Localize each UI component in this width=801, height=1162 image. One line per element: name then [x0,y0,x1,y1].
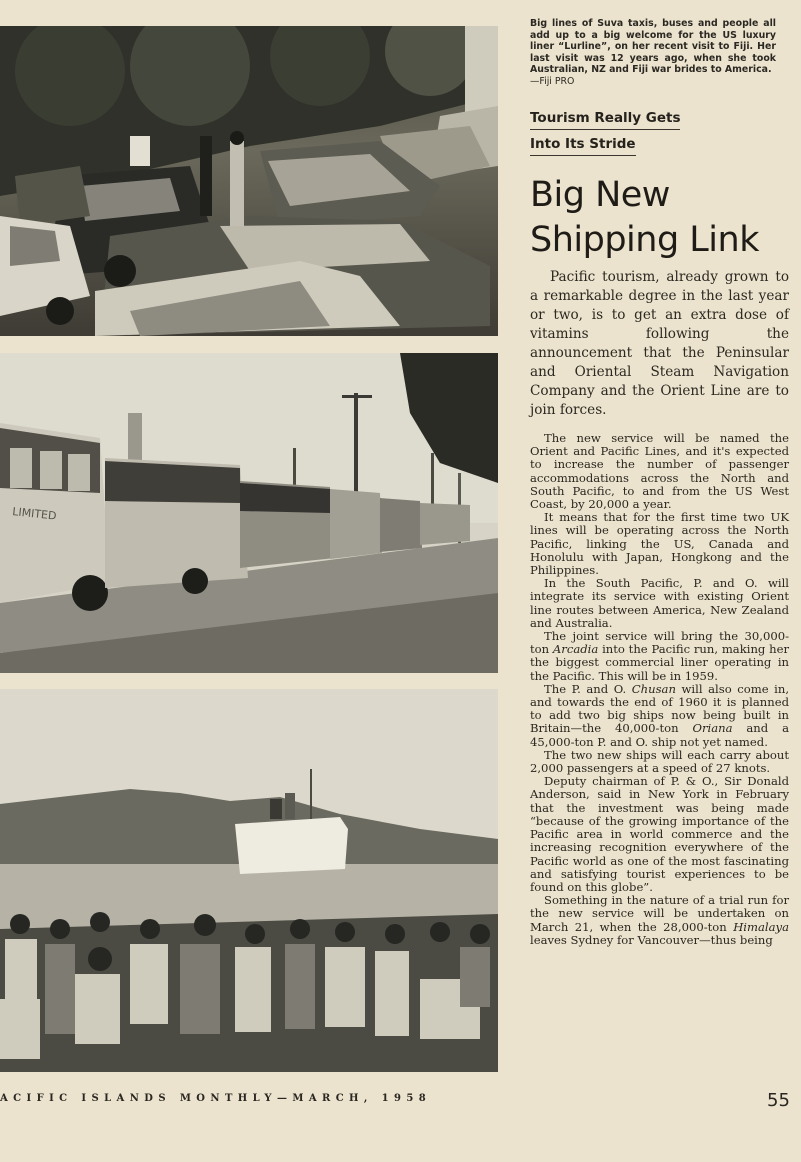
body-paragraph [530,894,789,947]
photo-bus-line [0,353,498,673]
text-run: Something in the nature of a trial run for the new service will be undertaken on March 21, when the 28,000-ton [530,893,789,934]
bus-sign-text: LIMITED [11,505,58,523]
text-run: will also come in, and towards the end of 1960 it is planned to add two big ships now being built in Britain—the 40,000-ton [530,681,790,736]
ship-name: Chusan [631,681,676,696]
body-paragraph: It means that for the first time two UK lines will be operating across the North Pacific, linking the US, Canada and Honolulu with Japan, Hongkong and the Philippines. [530,510,789,578]
body-paragraph: In the South Pacific, P. and O. will integrate its service with existing Orient line routes between America, New Zealand and Australia. [530,576,789,630]
body-paragraph [530,683,789,749]
text-run: The joint service will bring the 30,000-ton [530,629,789,657]
text-run: leaves Sydney for Vancouver—thus being [530,932,773,947]
text-run: The P. and O. [544,681,632,696]
photo-credit: —Fiji PRO [530,75,575,87]
headline [530,173,790,263]
kicker-line-2: Into Its Stride [530,136,636,156]
caption-text: Big lines of Suva taxis, buses and people all add up to a big welcome for the US luxury liner “Lurline”, on her recent visit to Fiji. Her last visit was 12 years ago, when she took Australian, NZ and Fiji war brides to America. [530,18,776,76]
body-paragraph: Deputy chairman of P. & O., Sir Donald Anderson, said in New York in February that the investment was being made “because of the growing importance of the Pacific area in world commerce and the increasing recognition everywhere of the Pacific world as one of the most fascinating and satisfying tourist experiences to be found on this globe”. [530,774,789,894]
ship-name: Oriana [692,721,733,736]
ship-name: Himalaya [733,919,789,934]
page-number: 55 [767,1090,790,1111]
body-paragraph [530,630,789,683]
intro-paragraph: Pacific tourism, already grown to a remarkable degree in the last year or two, is to get an extra dose of vitamins following the announcement that the Peninsular and Oriental Steam Navigation Company and the Orient Line are to join forces. [530,269,789,418]
photo-caption [530,18,776,88]
body-paragraph: The new service will be named the Orient and Pacific Lines, and it's expected to increase the number of passenger accommodations across the North and South Pacific, to and from the US West Coast, by 20,000 a year. [530,431,789,512]
photo-parked-taxis [0,26,498,336]
text-run: and a 45,000-ton P. and O. ship not yet named. [530,721,789,749]
headline-line-2: Shipping Link [530,220,759,260]
photo-liner-crowd [0,689,498,1072]
headline-line-1: Big New [530,175,670,215]
text-run: into the Pacific run, making her the biggest commercial liner operating in the Pacific. This will be in 1959. [530,642,790,683]
kicker-line-1: Tourism Really Gets [530,110,680,130]
running-footer: ACIFIC ISLANDS MONTHLY—MARCH, 1958 [0,1093,432,1104]
body-paragraph: The two new ships will each carry about 2,000 passengers at a speed of 27 knots. [530,747,789,776]
ship-name: Arcadia [552,642,599,657]
article-body [530,432,789,947]
